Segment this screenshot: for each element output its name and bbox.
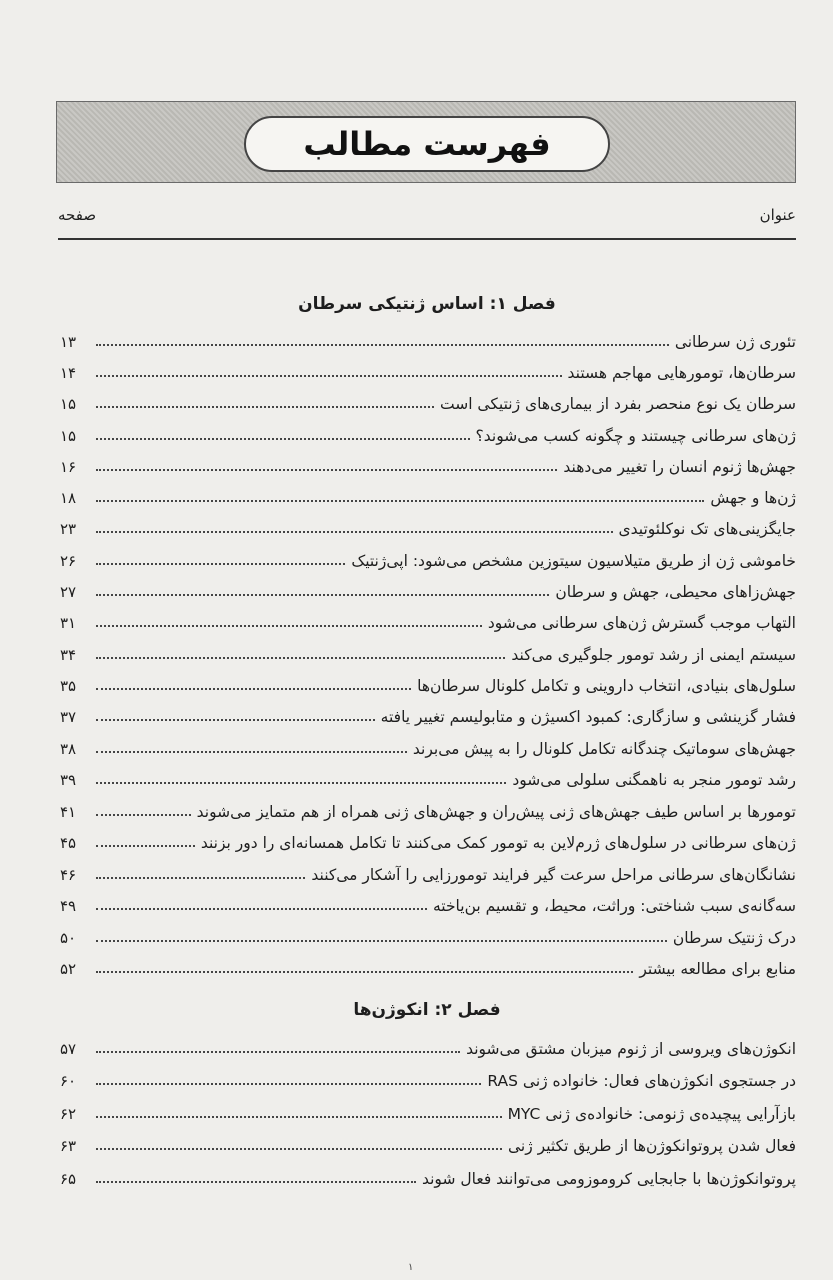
entry-title: سرطان یک نوع منحصر بفرد از بیماری‌های ژنتیکی است: [439, 395, 796, 413]
entry-page: ۱۸: [60, 489, 77, 507]
entry-title: خاموشی ژن از طریق متیلاسیون سیتوزین مشخص می‌شود: اپی‌ژنتیک: [351, 552, 796, 570]
entry-page: ۴۹: [60, 897, 77, 915]
entry-title: جهش‌زاهای محیطی، جهش و سرطان: [555, 583, 796, 601]
dot-leader: [96, 908, 427, 910]
entry-page: ۳۴: [60, 646, 77, 664]
dot-leader: [96, 344, 669, 346]
entry-page: ۳۵: [60, 677, 77, 695]
dot-leader: [96, 563, 345, 565]
entry-title: فعال شدن پروتوانکوژن‌ها از طریق تکثیر ژنی: [508, 1137, 796, 1155]
entry-title: بازآرایی پیچیده‌ی ژنومی: خانواده‌ی ژنی MYC: [507, 1105, 796, 1123]
entry-page: ۴۵: [60, 834, 77, 852]
entry-title: انکوژن‌های ویروسی از ژنوم میزبان مشتق می‌شوند: [466, 1040, 796, 1058]
entry-title: منابع برای مطالعه بیشتر: [639, 960, 796, 978]
entry-page: ۴۶: [60, 866, 77, 884]
dot-leader: [96, 438, 470, 440]
dot-leader: [96, 1051, 460, 1053]
toc-entry[interactable]: [60, 544, 796, 570]
toc-entry[interactable]: [60, 512, 796, 538]
entry-page: ۱۵: [60, 427, 77, 445]
dot-leader: [96, 1083, 481, 1085]
toc-entry[interactable]: [60, 638, 796, 664]
toc-entry[interactable]: [60, 700, 796, 726]
entry-page: ۱۴: [60, 364, 77, 382]
dot-leader: [96, 500, 704, 502]
toc-entry[interactable]: [60, 481, 796, 507]
entry-page: ۵۰: [60, 929, 77, 947]
toc-entry[interactable]: [60, 575, 796, 601]
dot-leader: [96, 971, 633, 973]
entry-page: ۱۵: [60, 395, 77, 413]
dot-leader: [96, 814, 191, 816]
title-pill: [244, 116, 610, 172]
toc-entry[interactable]: [60, 889, 796, 915]
dot-leader: [96, 719, 375, 721]
toc-entry[interactable]: [60, 858, 796, 884]
dot-leader: [96, 406, 434, 408]
entry-title: ژن‌ها و جهش: [710, 489, 796, 507]
toc-entry[interactable]: [60, 1129, 796, 1155]
dot-leader: [96, 940, 667, 942]
entry-title: ژن‌های سرطانی در سلول‌های ژرم‌لاین به تومور کمک می‌کنند تا تکامل همسانه‌ای را دور بزنند: [200, 834, 796, 852]
chapter-heading: فصل ۱: اساس ژنتیکی سرطان: [298, 294, 556, 314]
entry-page: ۳۷: [60, 708, 77, 726]
entry-page: ۵۲: [60, 960, 77, 978]
entry-title: سلول‌های بنیادی، انتخاب داروینی و تکامل کلونال سرطان‌ها: [417, 677, 796, 695]
entry-title: رشد تومور منجر به ناهمگنی سلولی می‌شود: [512, 771, 796, 789]
dot-leader: [96, 375, 562, 377]
page-column-label: صفحه: [58, 206, 97, 224]
dot-leader: [96, 877, 305, 879]
entry-title: التهاب موجب گسترش ژن‌های سرطانی می‌شود: [487, 614, 796, 632]
entry-page: ۳۸: [60, 740, 77, 758]
entry-title: پروتوانکوژن‌ها با جابجایی کروموزومی می‌توانند فعال شوند: [421, 1170, 796, 1188]
entry-page: ۲۶: [60, 552, 77, 570]
entry-title: ژن‌های سرطانی چیستند و چگونه کسب می‌شوند؟: [475, 427, 796, 445]
toc-entry[interactable]: [60, 1162, 796, 1188]
entry-page: ۶۵: [60, 1170, 77, 1188]
toc-entry[interactable]: [60, 669, 796, 695]
entry-page: ۳۹: [60, 771, 77, 789]
entry-title: تئوری ژن سرطانی: [674, 333, 796, 351]
dot-leader: [96, 625, 482, 627]
toc-entry[interactable]: [60, 356, 796, 382]
chapter-heading: فصل ۲: انکوژن‌ها: [353, 1000, 501, 1020]
page-footer-mark: ۱: [408, 1262, 414, 1273]
entry-page: ۳۱: [60, 614, 77, 632]
dot-leader: [96, 469, 557, 471]
dot-leader: [96, 845, 195, 847]
dot-leader: [96, 1148, 502, 1150]
entry-title: جایگزینی‌های تک نوکلئوتیدی: [618, 520, 796, 538]
entry-title: نشانگان‌های سرطانی مراحل سرعت گیر فرایند تومورزایی را آشکار می‌کنند: [311, 866, 796, 884]
toc-entry[interactable]: [60, 795, 796, 821]
toc-entry[interactable]: [60, 419, 796, 445]
entry-title: فشار گزینشی و سازگاری: کمبود اکسیژن و متابولیسم تغییر یافته: [380, 708, 796, 726]
entry-title: جهش‌ها ژنوم انسان را تغییر می‌دهند: [563, 458, 796, 476]
entry-title: درک ژنتیک سرطان: [672, 929, 796, 947]
toc-entry[interactable]: [60, 732, 796, 758]
toc-entry[interactable]: [60, 606, 796, 632]
toc-entry[interactable]: [60, 1032, 796, 1058]
entry-page: ۱۶: [60, 458, 77, 476]
entry-title: سرطان‌ها، تومورهایی مهاجم هستند: [567, 364, 796, 382]
entry-page: ۲۷: [60, 583, 77, 601]
entry-page: ۴۱: [60, 803, 77, 821]
entry-page: ۱۳: [60, 333, 77, 351]
dot-leader: [96, 1116, 502, 1118]
entry-title: تومورها بر اساس طیف جهش‌های ژنی پیش‌ران و جهش‌های ژنی همراه از هم متمایز می‌شوند: [196, 803, 796, 821]
dot-leader: [96, 531, 613, 533]
toc-entry[interactable]: [60, 1064, 796, 1090]
header-divider: [58, 238, 796, 240]
dot-leader: [96, 751, 407, 753]
entry-title: سه‌گانه‌ی سبب شناختی: وراثت، محیط، و تقسیم بن‌یاخته: [432, 897, 796, 915]
dot-leader: [96, 657, 505, 659]
toc-entry[interactable]: [60, 450, 796, 476]
toc-entry[interactable]: [60, 325, 796, 351]
entry-page: ۲۳: [60, 520, 77, 538]
page-title: فهرست مطالب: [303, 125, 551, 163]
toc-entry[interactable]: [60, 952, 796, 978]
dot-leader: [96, 594, 549, 596]
column-header: [58, 200, 796, 230]
toc-entry[interactable]: [60, 1097, 796, 1123]
entry-page: ۶۰: [60, 1072, 77, 1090]
toc-entry[interactable]: [60, 387, 796, 413]
toc-entry[interactable]: [60, 826, 796, 852]
dot-leader: [96, 1181, 416, 1183]
entry-title: در جستجوی انکوژن‌های فعال: خانواده ژنی RAS: [487, 1072, 796, 1090]
entry-title: سیستم ایمنی از رشد تومور جلوگیری می‌کند: [511, 646, 796, 664]
toc-entry[interactable]: [60, 763, 796, 789]
entry-page: ۶۲: [60, 1105, 77, 1123]
title-column-label: عنوان: [759, 206, 796, 224]
entry-page: ۶۳: [60, 1137, 77, 1155]
entry-title: جهش‌های سوماتیک چندگانه تکامل کلونال را به پیش می‌برند: [412, 740, 796, 758]
dot-leader: [96, 782, 506, 784]
dot-leader: [96, 688, 411, 690]
toc-entry[interactable]: [60, 921, 796, 947]
entry-page: ۵۷: [60, 1040, 77, 1058]
